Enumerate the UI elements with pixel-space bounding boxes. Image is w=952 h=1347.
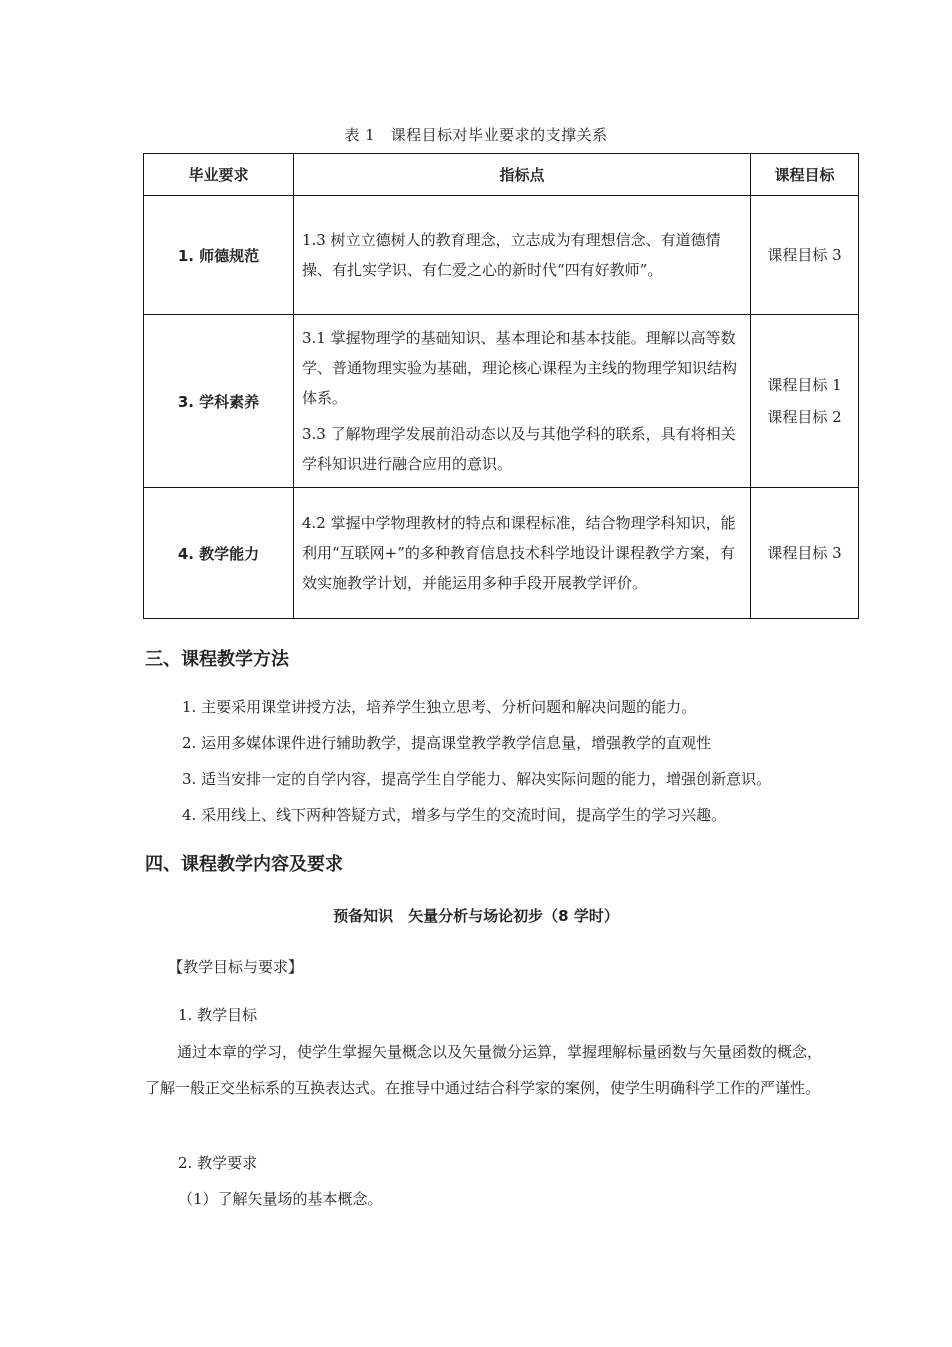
requirement-heading: 2. 教学要求: [178, 1154, 258, 1172]
column-header-goal: 课程目标: [751, 154, 859, 196]
indicator-text: 4.2 掌握中学物理教材的特点和课程标准，结合物理学科知识，能利用“互联网+”的多种教育信息技术科学地设计课程教学方案，有效实施教学计划，并能运用多种手段开展教学评价。: [302, 514, 736, 592]
goal-text: 课程目标 2: [767, 408, 842, 426]
method-item: 1. 主要采用课堂讲授方法，培养学生独立思考、分析问题和解决问题的能力。: [182, 698, 697, 716]
goal-text: 课程目标 3: [767, 246, 842, 264]
indicator-text: 3.1 掌握物理学的基础知识、基本理论和基本技能。理解以高等数学、普通物理实验为基础，理论核心课程为主线的物理学知识结构体系。: [302, 329, 738, 407]
table-caption: 表 1 课程目标对毕业要求的支撑关系: [344, 126, 608, 144]
objectives-heading: 【教学目标与要求】: [168, 958, 304, 976]
goal-heading: 1. 教学目标: [178, 1006, 258, 1024]
chapter-title: 预备知识 矢量分析与场论初步（8 学时）: [333, 907, 619, 925]
table-row: [144, 315, 859, 488]
column-header-requirement: 毕业要求: [144, 154, 294, 196]
table-row: [144, 196, 859, 315]
goal-paragraph: [145, 1034, 825, 1106]
method-item: 4. 采用线上、线下两种答疑方式，增多与学生的交流时间，提高学生的学习兴趣。: [182, 806, 727, 824]
goal-paragraph-text: 通过本章的学习，使学生掌握矢量概念以及矢量微分运算，掌握理解标量函数与矢量函数的概念，了解一般正交坐标系的互换表达式。在推导中通过结合科学家的案例，使学生明确科学工作的严谨性。: [145, 1043, 823, 1097]
indicator-cell: [294, 488, 751, 619]
goal-text: 课程目标 3: [767, 544, 842, 562]
requirement-cell: 4. 教学能力: [144, 488, 294, 619]
requirement-cell: 3. 学科素养: [144, 315, 294, 488]
goal-cell: [751, 488, 859, 619]
requirement-cell: 1. 师德规范: [144, 196, 294, 315]
method-item: 2. 运用多媒体课件进行辅助教学，提高课堂教学教学信息量，增强教学的直观性: [182, 734, 712, 752]
goal-cell: [751, 315, 859, 488]
goal-text: 课程目标 1: [767, 376, 842, 394]
section-heading-methods: 三、课程教学方法: [145, 649, 289, 670]
table-row: [144, 488, 859, 619]
goal-cell: [751, 196, 859, 315]
requirement-item: （1）了解矢量场的基本概念。: [178, 1190, 383, 1208]
indicator-text: 1.3 树立立德树人的教育理念，立志成为有理想信念、有道德情操、有扎实学识、有仁爱之心的新时代“四有好教师”。: [302, 231, 721, 279]
indicator-cell: [294, 196, 751, 315]
support-table: [143, 153, 859, 619]
table-header-row: [144, 154, 859, 196]
method-item: 3. 适当安排一定的自学内容，提高学生自学能力、解决实际问题的能力，增强创新意识。: [182, 770, 772, 788]
column-header-indicator: 指标点: [294, 154, 751, 196]
section-heading-content: 四、课程教学内容及要求: [145, 854, 343, 875]
indicator-text: 3.3 了解物理学发展前沿动态以及与其他学科的联系，具有将相关学科知识进行融合应用的意识。: [302, 425, 736, 473]
indicator-cell: [294, 315, 751, 488]
